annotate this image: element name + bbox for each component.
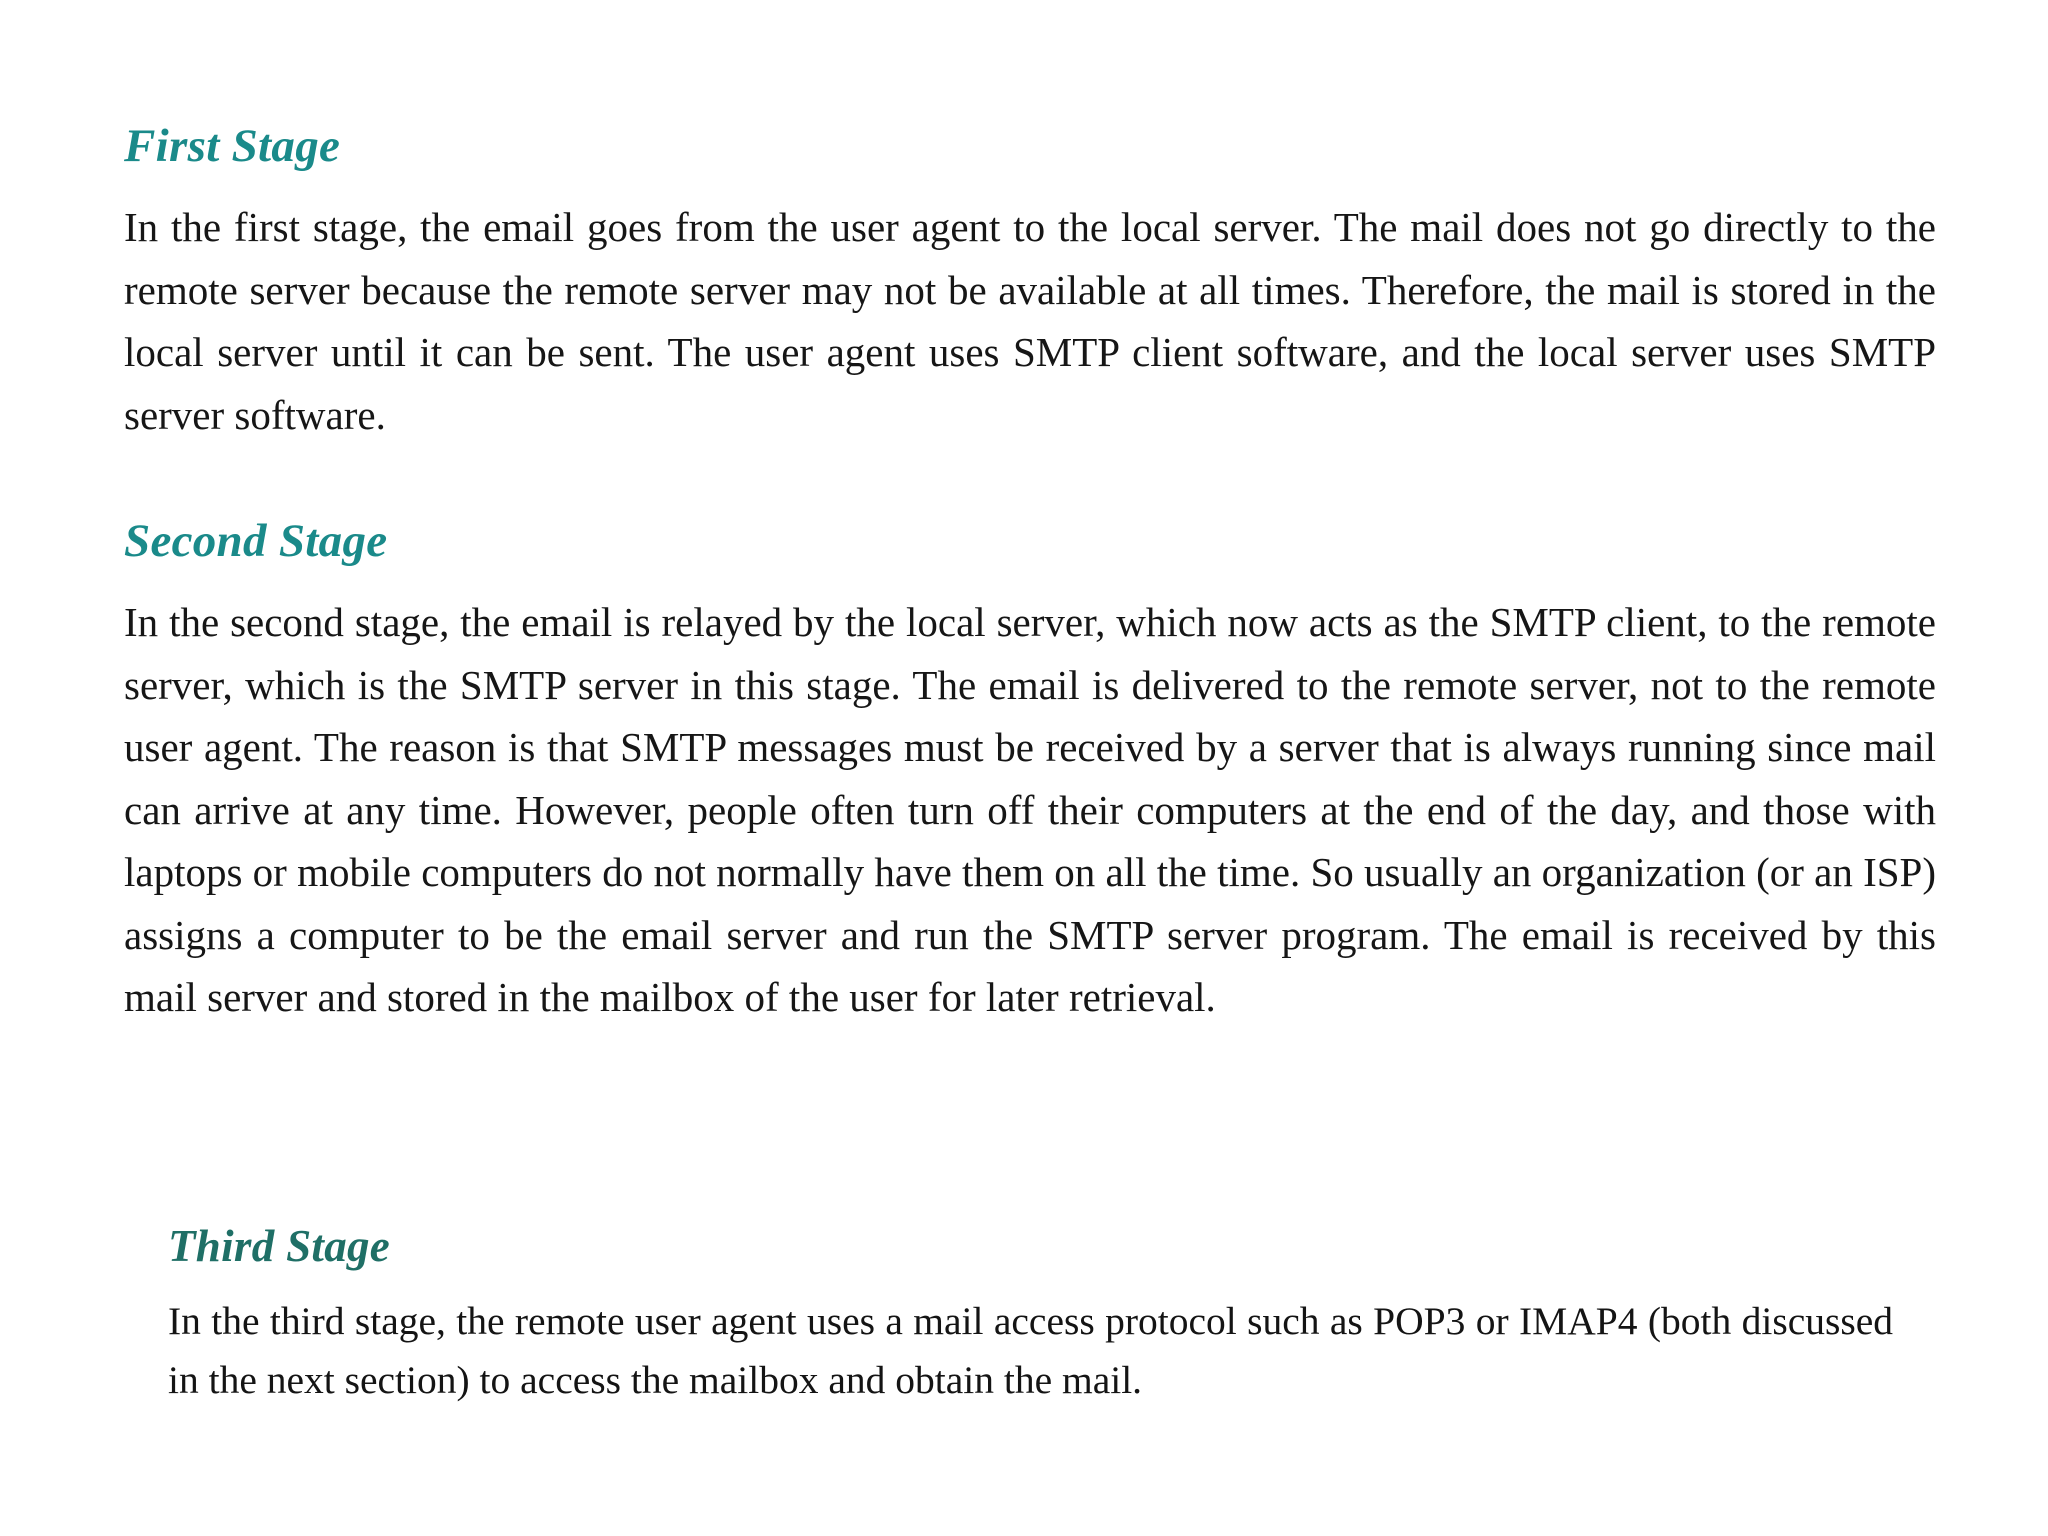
section-heading: Third Stage bbox=[168, 1221, 391, 1271]
section-body: In the first stage, the email goes from the user agent to the local server. The mail does not go directly to the remote server because the remote server may not be available at all times. Therefore, the mail is stored in the local server until it can be sent. The user agent uses SMTP client software, and the local server uses SMTP server software. bbox=[124, 204, 1936, 438]
section-third-stage bbox=[168, 1218, 1893, 1410]
section-first-stage bbox=[124, 118, 1936, 446]
section-heading: Second Stage bbox=[124, 515, 388, 567]
section-body: In the second stage, the email is relayed by the local server, which now acts as the SMTP client, to the remote server, which is the SMTP server in this stage. The email is delivered to the remote server, not to the remote user agent. The reason is that SMTP messages must be received by a server that is always running since mail can arrive at any time. However, people often turn off their computers at the end of the day, and those with laptops or mobile computers do not normally have them on all the time. So usually an organization (or an ISP) assigns a computer to be the email server and run the SMTP server program. The email is received by this mail server and stored in the mailbox of the user for later retrieval. bbox=[124, 599, 1937, 1020]
section-second-stage bbox=[124, 513, 1936, 1029]
section-heading: First Stage bbox=[124, 120, 341, 172]
section-body: In the third stage, the remote user agent uses a mail access protocol such as POP3 or IMAP4 (both discussed in the next section) to access the mailbox and obtain the mail. bbox=[168, 1299, 1893, 1402]
